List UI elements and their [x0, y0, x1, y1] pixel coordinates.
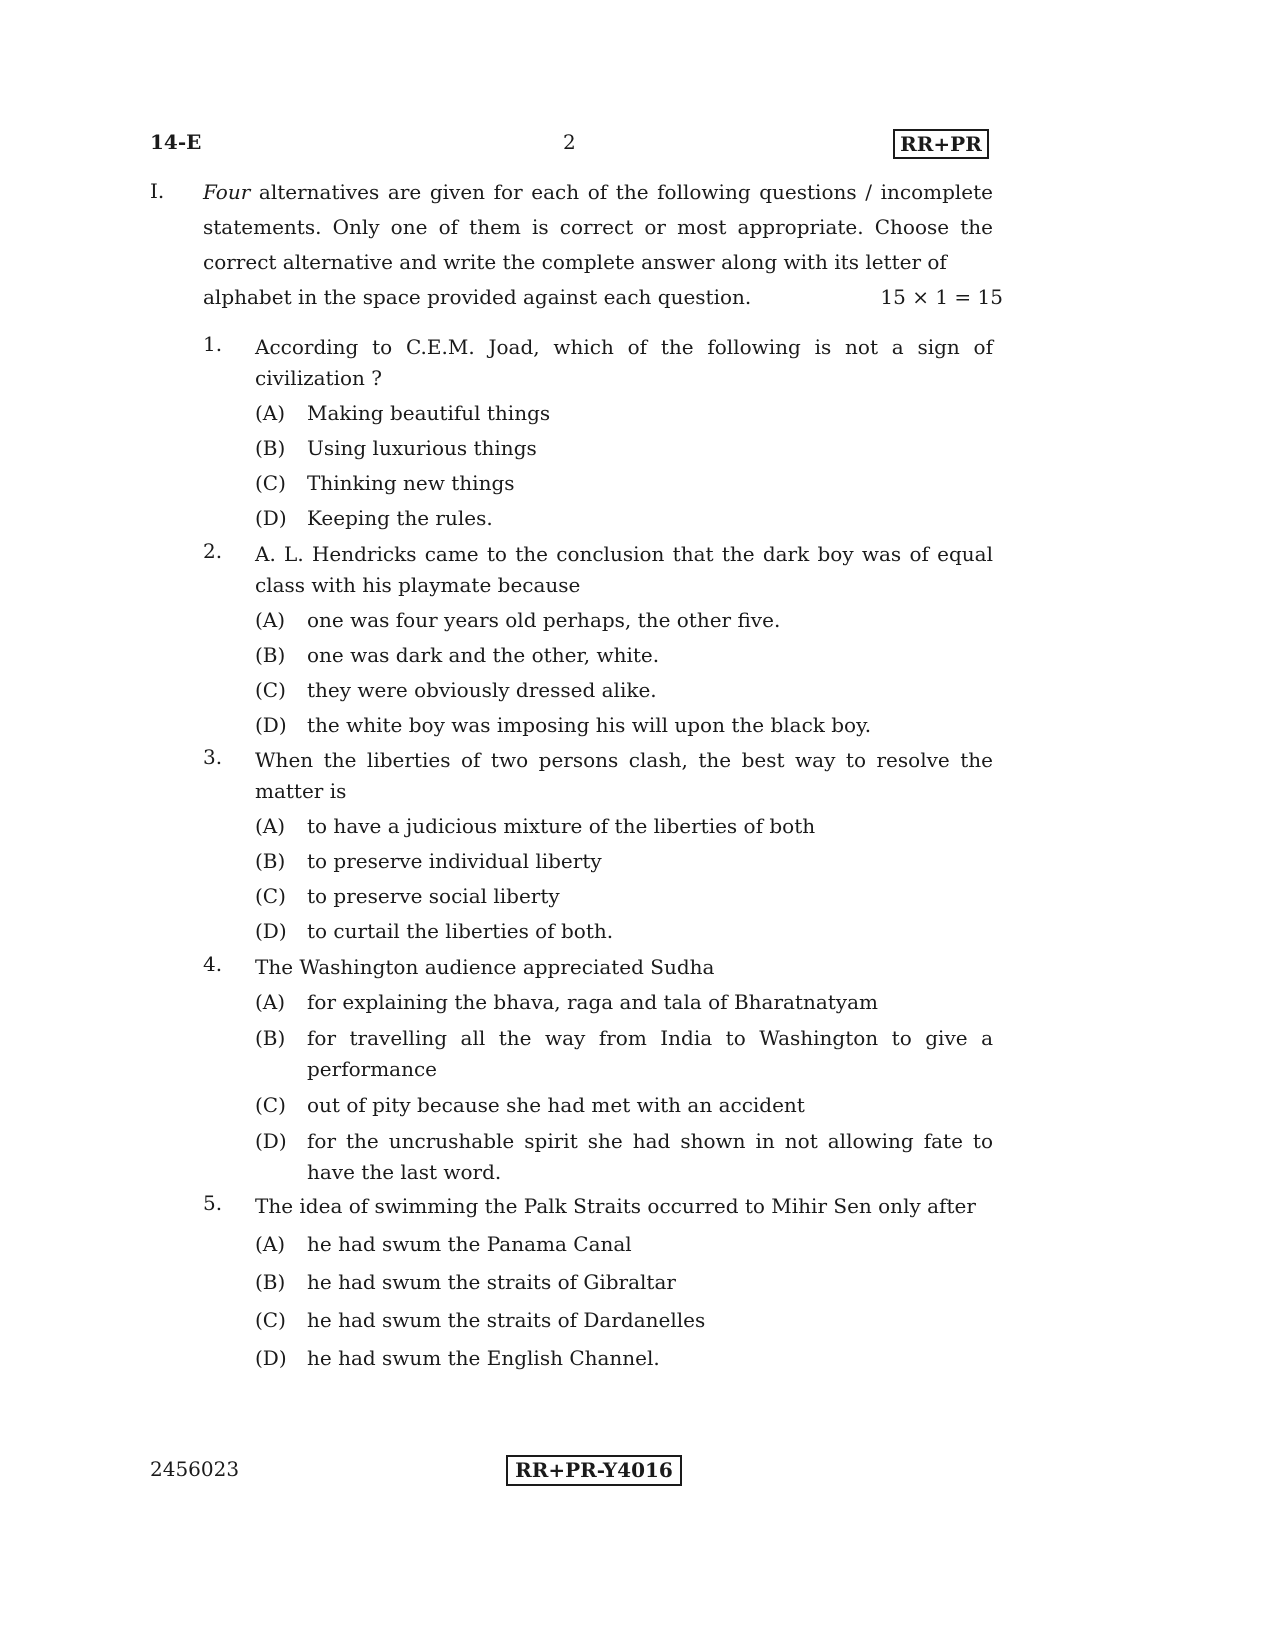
option [255, 433, 993, 464]
option-text: to preserve social liberty [307, 884, 560, 908]
page-number: 2 [563, 130, 576, 154]
option [255, 1090, 993, 1121]
option-letter: (A) [255, 814, 286, 838]
option [255, 1126, 993, 1188]
question-5 [203, 1191, 993, 1374]
option-letter: (D) [255, 506, 287, 530]
question-text: According to C.E.M. Joad, which of the following is not a sign of civilization ? [255, 335, 993, 390]
option [255, 987, 993, 1018]
option [255, 468, 993, 499]
footer-code-badge: RR+PR-Y4016 [506, 1455, 682, 1486]
paper-type-badge: RR+PR [893, 129, 989, 159]
option-letter: (A) [255, 401, 286, 425]
option-text: they were obviously dressed alike. [307, 678, 657, 702]
section-number: I. [150, 179, 165, 203]
option-text: for the uncrushable spirit she had shown in not allowing fate to have the last word. [307, 1129, 993, 1184]
option [255, 605, 993, 636]
option [255, 1343, 993, 1374]
question-number: 5. [203, 1191, 223, 1215]
option-letter: (C) [255, 471, 286, 495]
option [255, 398, 993, 429]
instructions-text [203, 175, 993, 280]
instructions-lead-word: Four [203, 180, 251, 204]
option-text: for explaining the bhava, raga and tala of Bharatnatyam [307, 990, 878, 1014]
option-letter: (A) [255, 1232, 286, 1256]
option-text: to curtail the liberties of both. [307, 919, 614, 943]
question-3 [203, 745, 993, 947]
question-number: 2. [203, 539, 223, 563]
option-letter: (A) [255, 990, 286, 1014]
option [255, 811, 993, 842]
option [255, 710, 993, 741]
option-text: to preserve individual liberty [307, 849, 602, 873]
instructions-last-text: alphabet in the space provided against each question. [203, 285, 752, 309]
question-number: 3. [203, 745, 223, 769]
question-text: The idea of swimming the Palk Straits occurred to Mihir Sen only after [255, 1194, 976, 1218]
marks-allocation: 15 × 1 = 15 [880, 285, 1003, 309]
serial-number: 2456023 [150, 1457, 240, 1481]
option-text: one was four years old perhaps, the other five. [307, 608, 781, 632]
option-letter: (B) [255, 643, 286, 667]
question-number: 1. [203, 332, 223, 356]
option-text: he had swum the Panama Canal [307, 1232, 632, 1256]
option [255, 916, 993, 947]
option-letter: (C) [255, 678, 286, 702]
option [255, 1267, 993, 1298]
option-letter: (C) [255, 1093, 286, 1117]
question-2 [203, 539, 993, 741]
option-letter: (D) [255, 713, 287, 737]
option-letter: (C) [255, 1308, 286, 1332]
option [255, 503, 993, 534]
option [255, 1305, 993, 1336]
option-letter: (D) [255, 1346, 287, 1370]
option-letter: (B) [255, 1026, 286, 1050]
option [255, 1023, 993, 1085]
option-text: to have a judicious mixture of the liberties of both [307, 814, 816, 838]
option [255, 1229, 993, 1260]
option-letter: (B) [255, 436, 286, 460]
option-text: one was dark and the other, white. [307, 643, 660, 667]
option-letter: (B) [255, 1270, 286, 1294]
option [255, 846, 993, 877]
option-text: Keeping the rules. [307, 506, 493, 530]
option-letter: (C) [255, 884, 286, 908]
option-text: he had swum the English Channel. [307, 1346, 660, 1370]
option-text: he had swum the straits of Gibraltar [307, 1270, 676, 1294]
option-letter: (D) [255, 1129, 287, 1153]
option-text: he had swum the straits of Dardanelles [307, 1308, 706, 1332]
question-text: The Washington audience appreciated Sudha [255, 955, 715, 979]
option [255, 881, 993, 912]
option-text: Using luxurious things [307, 436, 537, 460]
paper-code: 14-E [150, 130, 202, 154]
option [255, 675, 993, 706]
option-letter: (A) [255, 608, 286, 632]
option-text: Thinking new things [307, 471, 515, 495]
option-text: out of pity because she had met with an accident [307, 1093, 805, 1117]
option-text: for travelling all the way from India to Washington to give a performance [307, 1026, 993, 1081]
instructions-last-line [203, 280, 1003, 315]
question-text: A. L. Hendricks came to the conclusion that the dark boy was of equal class with his playmate because [255, 542, 993, 597]
option-letter: (B) [255, 849, 286, 873]
question-4 [203, 952, 993, 1188]
question-number: 4. [203, 952, 223, 976]
question-text: When the liberties of two persons clash, the best way to resolve the matter is [255, 748, 993, 803]
option-text: Making beautiful things [307, 401, 551, 425]
question-1 [203, 332, 993, 534]
instructions-body: alternatives are given for each of the following questions / incomplete statements. Only one of them is correct or most appropriate. Choose the correct alternative and write the complete answer along with its letter of [203, 180, 994, 274]
option-letter: (D) [255, 919, 287, 943]
option [255, 640, 993, 671]
option-text: the white boy was imposing his will upon the black boy. [307, 713, 872, 737]
